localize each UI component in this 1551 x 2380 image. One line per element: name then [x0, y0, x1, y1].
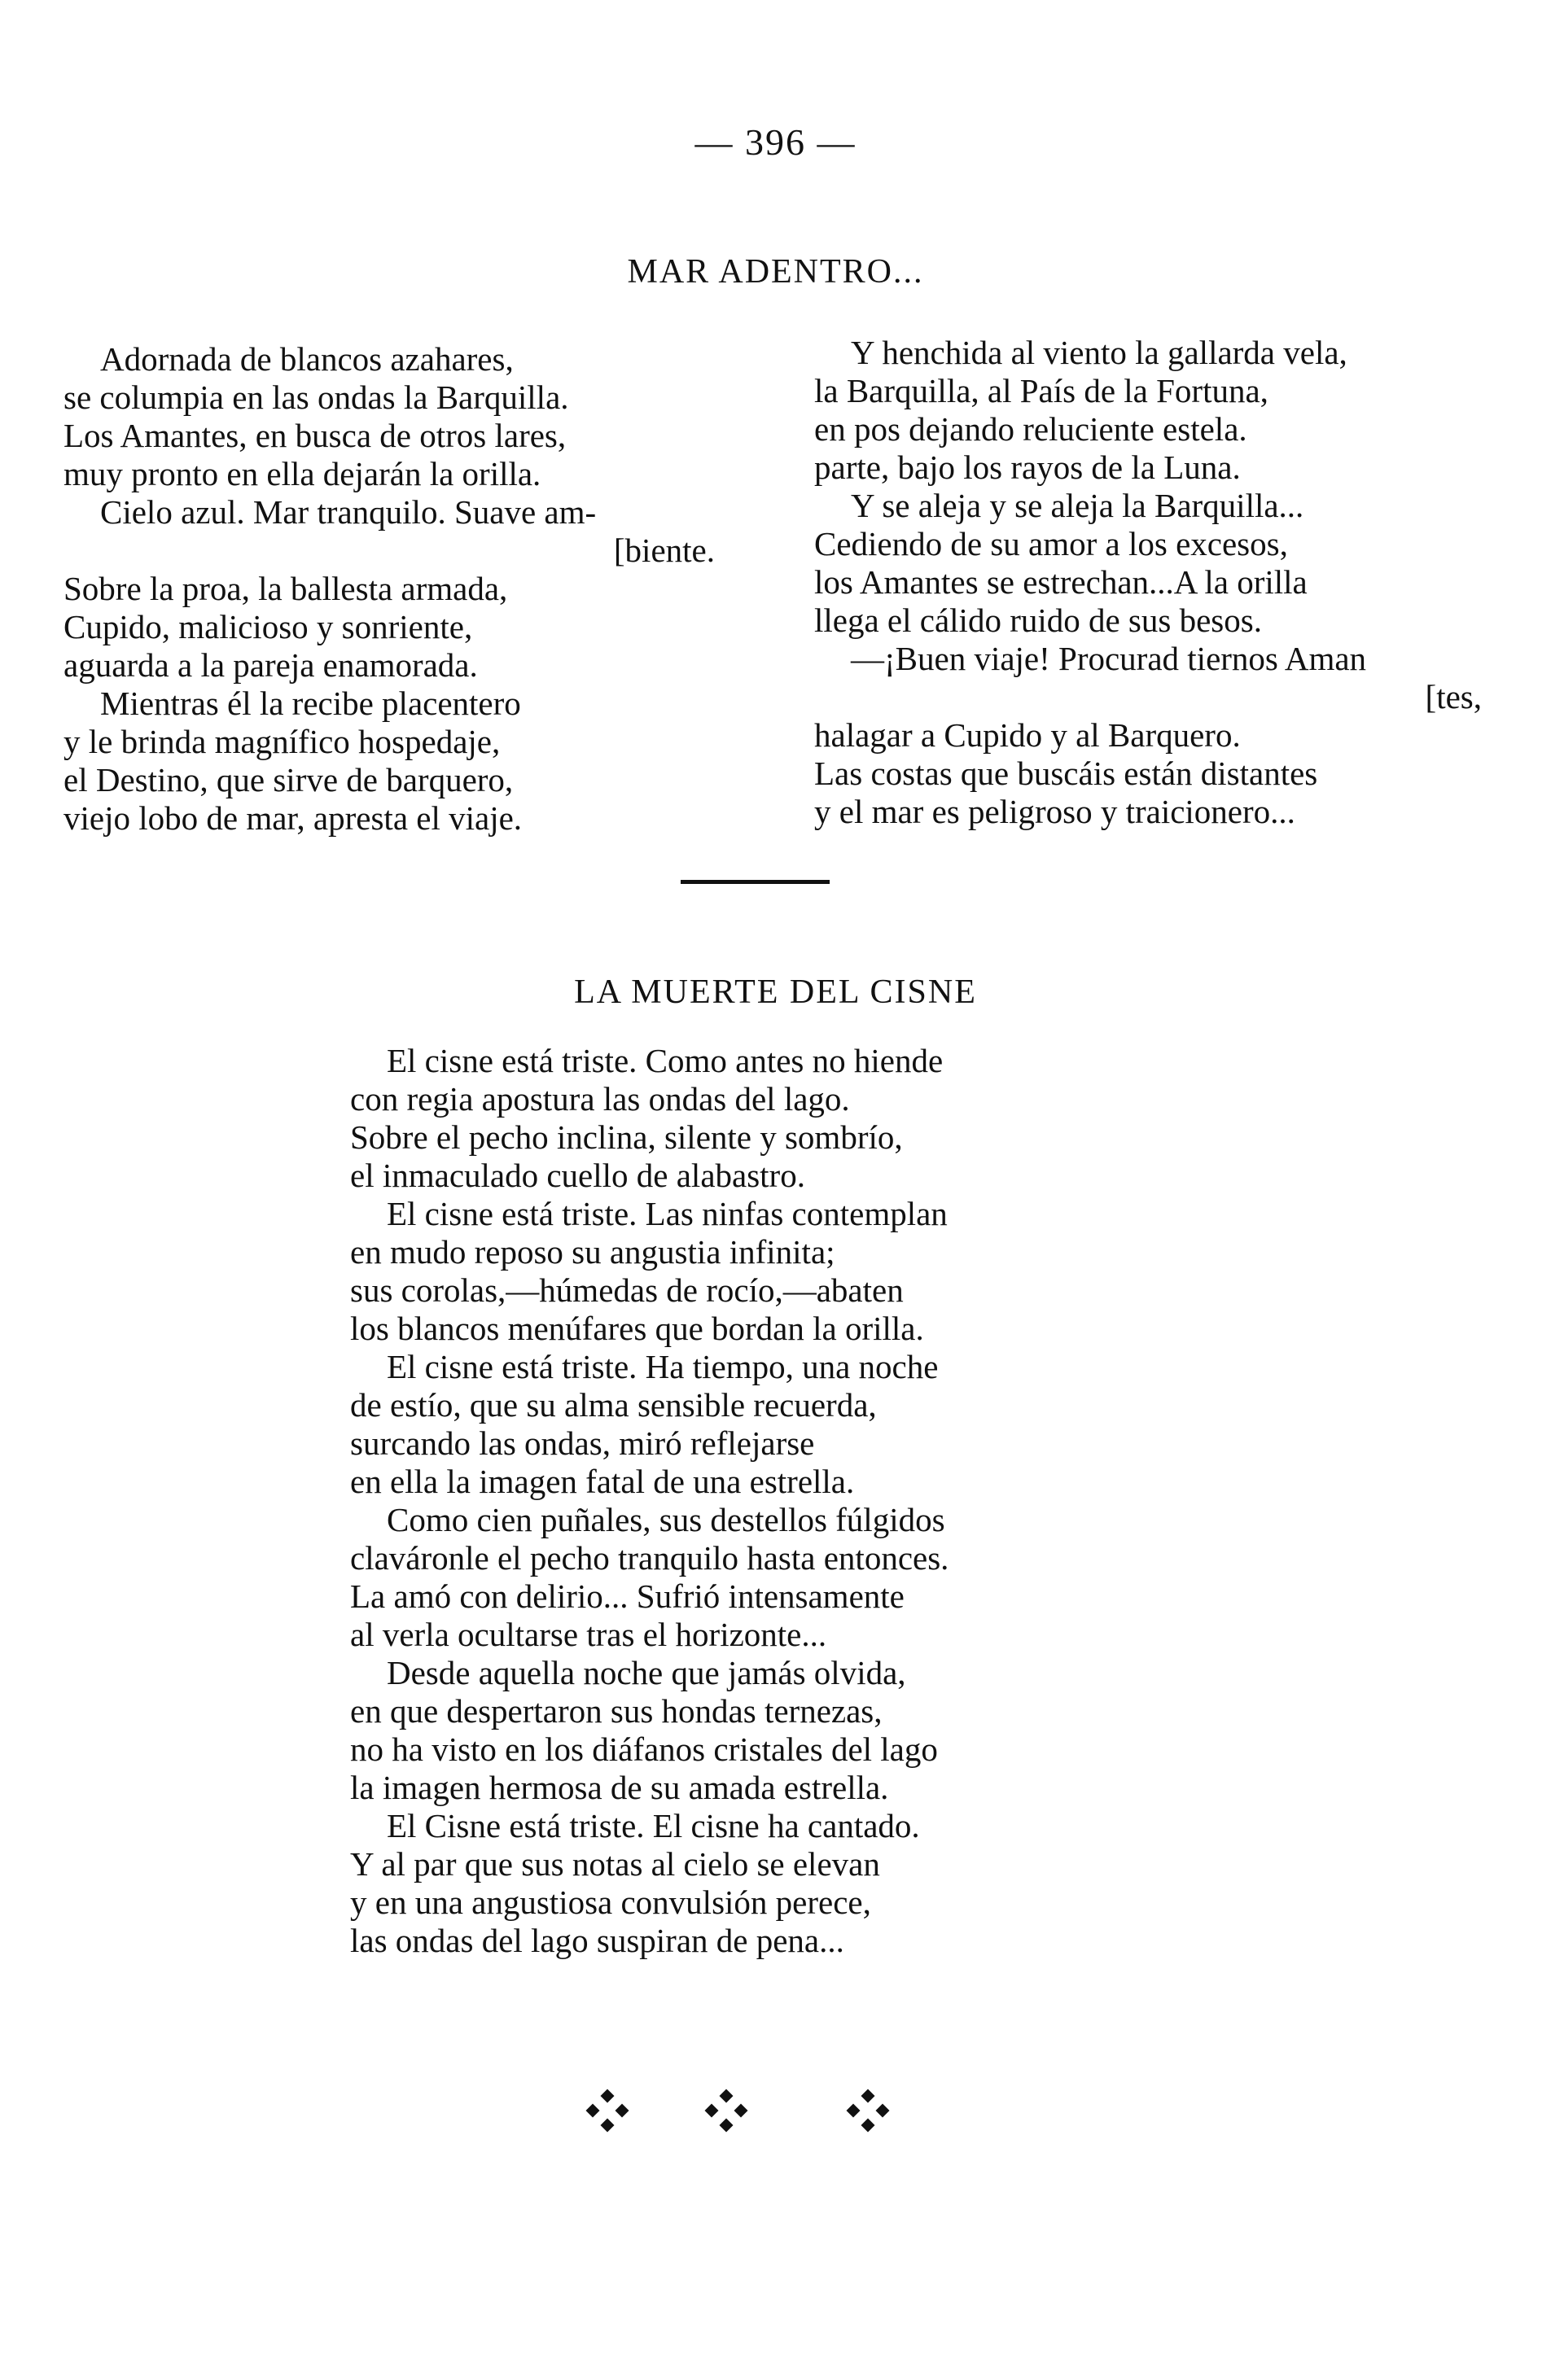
poem2-body [350, 1042, 1262, 1960]
verse-line: con regia apostura las ondas del lago. [350, 1080, 850, 1118]
verse-line: se columpia en las ondas la Barquilla. [64, 378, 569, 416]
verse-line: los blancos menúfares que bordan la orilla. [350, 1310, 924, 1347]
verse-line: Sobre el pecho inclina, silente y sombrío, [350, 1118, 903, 1156]
verse-line: Cediendo de su amor a los excesos, [814, 525, 1288, 562]
verse-line: la imagen hermosa de su amada estrella. [350, 1769, 889, 1806]
verse-line: sus corolas,—húmedas de rocío,—abaten [350, 1271, 904, 1309]
verse-line: Cupido, malicioso y sonriente, [64, 608, 473, 645]
poem1-right-column [814, 334, 1482, 831]
verse-line: Cielo azul. Mar tranquilo. Suave am- [100, 493, 597, 531]
poem1-left-column [64, 340, 715, 838]
verse-line: El cisne está triste. Como antes no hiende [387, 1042, 944, 1079]
verse-line: claváronle el pecho tranquilo hasta entonces. [350, 1539, 949, 1577]
verse-line: en pos dejando reluciente estela. [814, 410, 1247, 448]
verse-line: las ondas del lago suspiran de pena... [350, 1922, 844, 1959]
verse-line: Sobre la proa, la ballesta armada, [64, 570, 508, 607]
verse-line: en mudo reposo su angustia infinita; [350, 1233, 835, 1271]
verse-line: y en una angustiosa convulsión perece, [350, 1883, 871, 1921]
verse-line: Las costas que buscáis están distantes [814, 755, 1318, 792]
verse-line: y le brinda magnífico hospedaje, [64, 723, 501, 760]
section-divider [681, 880, 830, 884]
verse-line: Y henchida al viento la gallarda vela, [851, 334, 1347, 371]
verse-line: Mientras él la recibe placentero [100, 685, 521, 722]
verse-line: en que despertaron sus hondas ternezas, [350, 1692, 883, 1730]
verse-line: Como cien puñales, sus destellos fúlgidos [387, 1501, 945, 1538]
verse-line: al verla ocultarse tras el horizonte... [350, 1616, 827, 1653]
verse-line: El Cisne está triste. El cisne ha cantado. [387, 1807, 920, 1844]
verse-line: Desde aquella noche que jamás olvida, [387, 1654, 906, 1691]
verse-line: el Destino, que sirve de barquero, [64, 761, 514, 798]
verse-line: llega el cálido ruido de sus besos. [814, 602, 1262, 639]
verse-line: parte, bajo los rayos de la Luna. [814, 448, 1241, 486]
fleuron-icon [843, 2088, 892, 2137]
verse-line: la Barquilla, al País de la Fortuna, [814, 372, 1268, 409]
verse-line: El cisne está triste. Ha tiempo, una noche [387, 1348, 939, 1385]
verse-line: muy pronto en ella dejarán la orilla. [64, 455, 541, 492]
verse-line: halagar a Cupido y al Barquero. [814, 716, 1241, 754]
page-number: — 396 — [694, 121, 857, 163]
verse-line: Adornada de blancos azahares, [100, 340, 514, 378]
poem-title-mar-adentro: MAR ADENTRO... [627, 253, 924, 291]
fleuron-icon [583, 2088, 632, 2137]
verse-line: [tes, [1425, 678, 1482, 715]
verse-line: El cisne está triste. Las ninfas contemplan [387, 1195, 948, 1232]
poem-title-la-muerte-del-cisne: LA MUERTE DEL CISNE [574, 973, 977, 1011]
verse-line: Y se aleja y se aleja la Barquilla... [851, 487, 1304, 524]
verse-line: no ha visto en los diáfanos cristales del lago [350, 1730, 938, 1768]
verse-line: —¡Buen viaje! Procurad tiernos Aman [851, 640, 1367, 677]
verse-line: los Amantes se estrechan...A la orilla [814, 563, 1308, 601]
ornament-row [0, 2088, 1551, 2153]
verse-line: Y al par que sus notas al cielo se elevan [350, 1845, 880, 1883]
verse-line: viejo lobo de mar, apresta el viaje. [64, 799, 523, 837]
verse-line: surcando las ondas, miró reflejarse [350, 1424, 815, 1462]
verse-line: de estío, que su alma sensible recuerda, [350, 1386, 877, 1424]
verse-line: aguarda a la pareja enamorada. [64, 646, 478, 684]
verse-line: Los Amantes, en busca de otros lares, [64, 417, 567, 454]
verse-line: en ella la imagen fatal de una estrella. [350, 1463, 855, 1500]
verse-line: La amó con delirio... Sufrió intensamente [350, 1577, 905, 1615]
verse-line: y el mar es peligroso y traicionero... [814, 793, 1295, 830]
verse-line: [biente. [613, 532, 715, 569]
fleuron-icon [702, 2088, 751, 2137]
verse-line: el inmaculado cuello de alabastro. [350, 1157, 805, 1194]
